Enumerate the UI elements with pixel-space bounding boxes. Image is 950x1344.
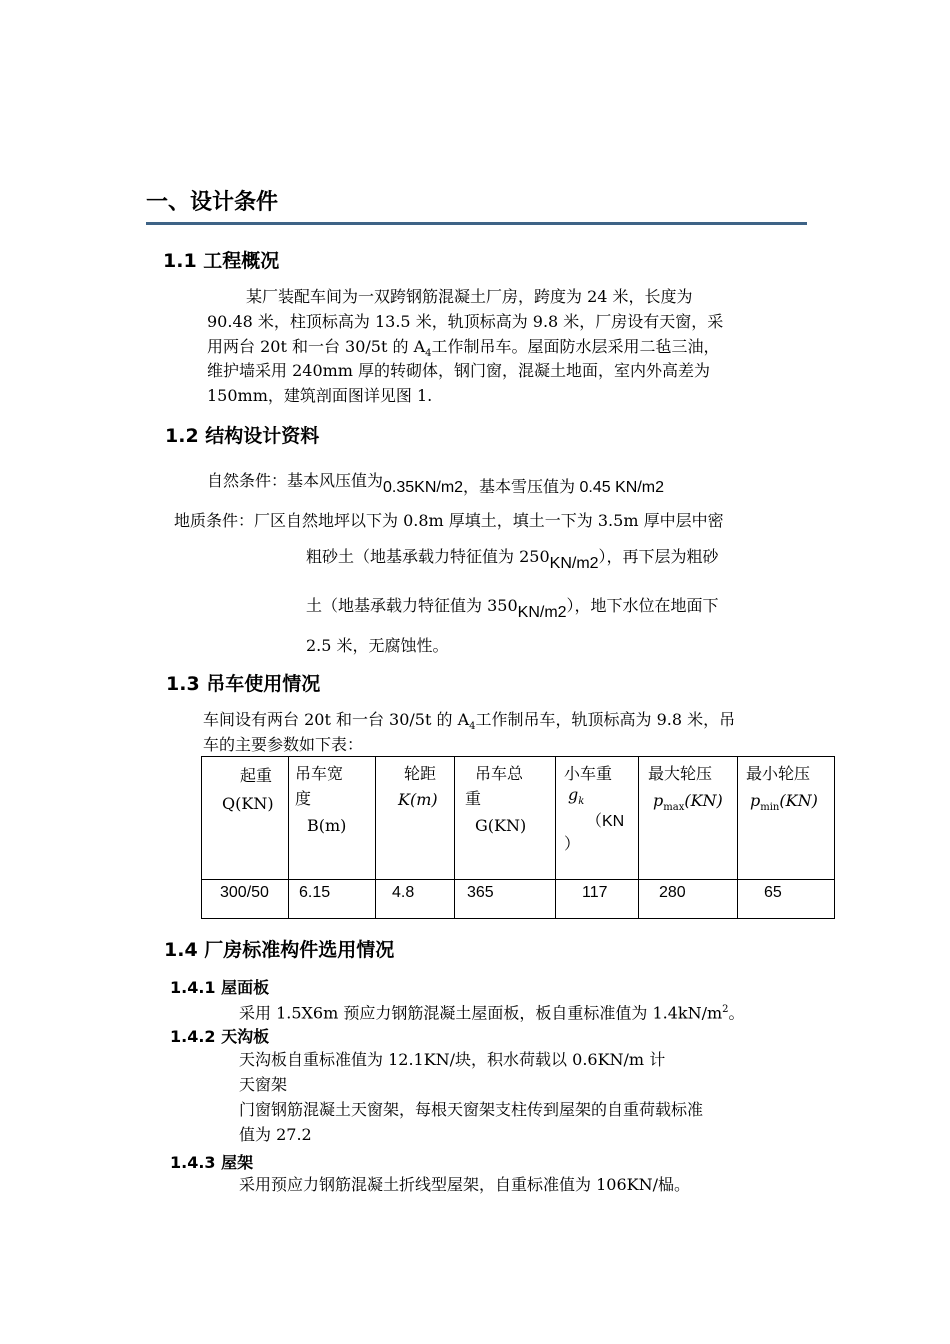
heading-1-4: 1.4 厂房标准构件选用情况 (164, 939, 395, 961)
header-text: 最大轮压 (648, 764, 713, 783)
paragraph-line: 某厂装配车间为一双跨钢筋混凝土厂房，跨度为 24 米，长度为 (246, 287, 693, 306)
header-text: $p_{max}(KN)$ (653, 791, 723, 814)
header-cell (455, 757, 556, 880)
heading-1-4-2: 1.4.2 天沟板 (170, 1027, 270, 1046)
table-cell: 280 (639, 880, 738, 919)
header-cell (639, 757, 738, 880)
header-cell (289, 757, 376, 880)
paragraph-line: 采用预应力钢筋混凝土折线型屋架，自重标准值为 106KN/榀。 (239, 1175, 690, 1194)
header-text: ） (564, 834, 581, 854)
geology-line: 粗砂土（地基承载力特征值为 250KN/m2），再下层为粗砂 (306, 547, 719, 572)
header-text: 度 (295, 789, 312, 808)
header-cell (738, 757, 835, 880)
geology-line: 2.5 米，无腐蚀性。 (306, 636, 449, 655)
paragraph-line: 车间设有两台 20t 和一台 30/5t 的 $A_4$工作制吊车，轨顶标高为 9.8 米，吊 (203, 710, 736, 733)
header-cell (376, 757, 455, 880)
header-cell (556, 757, 639, 880)
table-cell: 300/50 (202, 880, 289, 919)
paragraph-line: 天窗架 (239, 1075, 288, 1094)
heading-1-4-1: 1.4.1 屋面板 (170, 978, 270, 997)
header-text: 最小轮压 (746, 764, 811, 783)
nature-conditions: 自然条件：基本风压值为0.35KN/m2，基本雪压值为 0.45 KN/m2 (207, 471, 664, 496)
crane-parameters-table (201, 756, 835, 919)
paragraph-line: 门窗钢筋混凝土天窗架，每根天窗架支柱传到屋架的自重荷载标准 (239, 1100, 704, 1119)
header-text: 小车重 (564, 764, 613, 783)
heading-1-4-3: 1.4.3 屋架 (170, 1153, 254, 1172)
table-header-row (202, 757, 835, 880)
table-cell: 65 (738, 880, 835, 919)
section-title: 一、设计条件 (146, 190, 279, 215)
heading-1-3: 1.3 吊车使用情况 (166, 673, 321, 695)
paragraph-line: 值为 27.2 (239, 1125, 312, 1144)
table-cell: 365 (455, 880, 556, 919)
geology-line: 土（地基承载力特征值为 350KN/m2），地下水位在地面下 (306, 596, 719, 621)
header-text: 起重 (240, 766, 273, 785)
header-text: 吊车宽 (295, 764, 344, 783)
table-row (202, 880, 835, 919)
paragraph-line: 150mm，建筑剖面图详见图 1. (207, 386, 433, 405)
paragraph-line: 采用 1.5X6m 预应力钢筋混凝土屋面板，板自重标准值为 $1.4kN/m^2$。 (239, 1003, 745, 1023)
table-cell: 117 (556, 880, 639, 919)
table-cell: 4.8 (376, 880, 455, 919)
paragraph-line: 车的主要参数如下表： (203, 735, 364, 754)
geology-line: 地质条件：厂区自然地坪以下为 0.8m 厚填土，填土一下为 3.5m 厚中层中密 (174, 511, 724, 530)
heading-1-2: 1.2 结构设计资料 (165, 425, 320, 447)
header-text: Q(KN) (222, 794, 274, 813)
section-divider (146, 222, 807, 225)
header-text: 轮距 (404, 764, 437, 783)
header-text: $p_{min}(KN)$ (750, 791, 818, 814)
header-text: K(m) (398, 790, 438, 809)
header-cell (202, 757, 289, 880)
paragraph-line: 90.48 米，柱顶标高为 13.5 米，轨顶标高为 9.8 米，厂房设有天窗，采 (207, 312, 724, 331)
header-text: B(m) (307, 816, 347, 835)
header-text: （KN (586, 813, 625, 831)
header-text: G(KN) (475, 816, 527, 835)
header-text: 重 (465, 789, 482, 808)
paragraph-line: 维护墙采用 240mm 厚的转砌体，钢门窗，混凝土地面，室内外高差为 (207, 361, 711, 380)
header-text: 吊车总 (475, 764, 524, 783)
paragraph-line: 用两台 20t 和一台 30/5t 的 $A_4$工作制吊车。屋面防水层采用二毡三油， (207, 337, 720, 360)
heading-1-1: 1.1 工程概况 (163, 250, 280, 272)
table-cell: 6.15 (289, 880, 376, 919)
header-text: $g_k$ (568, 785, 585, 808)
paragraph-line: 天沟板自重标准值为 12.1KN/块，积水荷载以 0.6KN/m 计 (239, 1050, 666, 1069)
